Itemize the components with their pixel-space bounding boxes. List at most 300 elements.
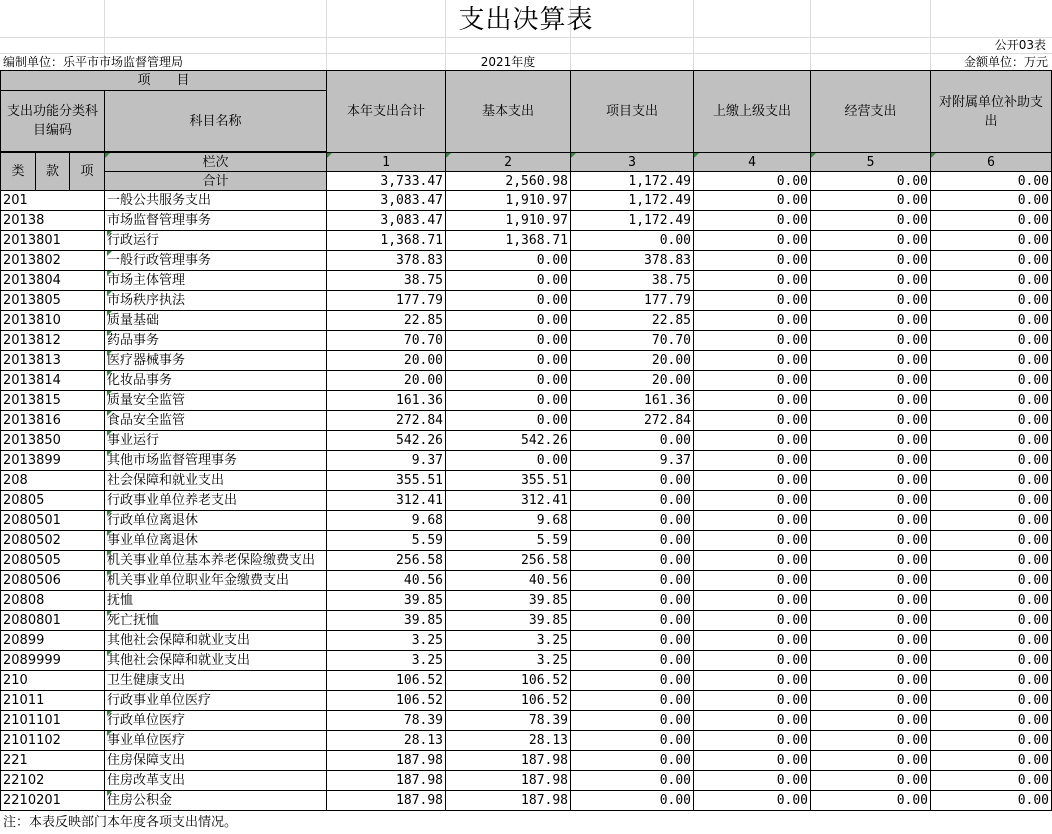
row-subject-name: 社会保障和就业支出 <box>105 471 327 491</box>
col-index-6: 6 <box>931 153 1052 172</box>
row-subject-name: 机关事业单位职业年金缴费支出 <box>105 571 327 591</box>
row-value: 40.56 <box>446 571 571 591</box>
row-value: 0.00 <box>446 311 571 331</box>
row-value: 78.39 <box>327 711 446 731</box>
row-value: 0.00 <box>446 331 571 351</box>
row-value: 0.00 <box>931 671 1052 691</box>
header-project-exp: 项目支出 <box>571 71 694 153</box>
row-value: 0.00 <box>811 431 931 451</box>
total-cell: 0.00 <box>931 172 1052 191</box>
row-value: 312.41 <box>446 491 571 511</box>
cell-marker <box>107 531 112 536</box>
row-value: 0.00 <box>446 351 571 371</box>
row-value: 177.79 <box>327 291 446 311</box>
row-value: 0.00 <box>931 351 1052 371</box>
row-subject-name: 市场秩序执法 <box>105 291 327 311</box>
row-value: 5.59 <box>327 531 446 551</box>
row-value: 0.00 <box>931 491 1052 511</box>
row-value: 0.00 <box>571 711 694 731</box>
row-value: 0.00 <box>694 511 811 531</box>
row-code: 208 <box>1 471 105 491</box>
row-value: 0.00 <box>446 271 571 291</box>
row-value: 20.00 <box>571 371 694 391</box>
row-code: 2013805 <box>1 291 105 311</box>
row-code: 201 <box>1 191 105 211</box>
row-value: 0.00 <box>931 271 1052 291</box>
row-value: 0.00 <box>931 471 1052 491</box>
expenditure-table <box>0 70 1052 811</box>
total-label: 合计 <box>105 172 327 191</box>
row-value: 0.00 <box>571 231 694 251</box>
row-subject-name: 住房公积金 <box>105 791 327 811</box>
cell-marker <box>107 411 112 416</box>
row-value: 0.00 <box>446 391 571 411</box>
row-value: 0.00 <box>694 591 811 611</box>
row-subject-name: 其他社会保障和就业支出 <box>105 631 327 651</box>
row-value: 9.37 <box>571 451 694 471</box>
row-subject-name: 行政事业单位养老支出 <box>105 491 327 511</box>
row-code: 20805 <box>1 491 105 511</box>
row-subject-name: 机关事业单位基本养老保险缴费支出 <box>105 551 327 571</box>
row-value: 0.00 <box>931 431 1052 451</box>
cell-marker <box>107 371 112 376</box>
table-row <box>1 631 1052 651</box>
header-total: 本年支出合计 <box>327 71 446 153</box>
table-row <box>1 231 1052 251</box>
row-value: 39.85 <box>327 591 446 611</box>
row-value: 187.98 <box>446 791 571 811</box>
row-value: 378.83 <box>327 251 446 271</box>
row-value: 0.00 <box>931 291 1052 311</box>
row-value: 0.00 <box>931 791 1052 811</box>
row-subject-name: 食品安全监管 <box>105 411 327 431</box>
row-value: 78.39 <box>446 711 571 731</box>
row-value: 0.00 <box>694 771 811 791</box>
table-row <box>1 211 1052 231</box>
row-value: 0.00 <box>931 691 1052 711</box>
total-cell: 1,172.49 <box>571 172 694 191</box>
row-value: 0.00 <box>571 551 694 571</box>
row-value: 378.83 <box>571 251 694 271</box>
row-value: 0.00 <box>811 251 931 271</box>
cell-marker <box>694 153 699 158</box>
footer-note: 注：本表反映部门本年度各项支出情况。 <box>3 815 238 830</box>
row-value: 0.00 <box>811 651 931 671</box>
row-value: 0.00 <box>811 491 931 511</box>
table-row <box>1 271 1052 291</box>
row-value: 106.52 <box>446 671 571 691</box>
row-subject-name: 事业单位离退休 <box>105 531 327 551</box>
row-subject-name: 一般行政管理事务 <box>105 251 327 271</box>
col-index-3: 3 <box>571 153 694 172</box>
table-row <box>1 791 1052 811</box>
cell-marker <box>107 231 112 236</box>
row-value: 28.13 <box>327 731 446 751</box>
row-value: 0.00 <box>811 391 931 411</box>
cell-marker <box>107 271 112 276</box>
row-subject-name: 死亡抚恤 <box>105 611 327 631</box>
row-value: 0.00 <box>931 231 1052 251</box>
row-value: 0.00 <box>931 511 1052 531</box>
row-value: 187.98 <box>446 771 571 791</box>
cell-marker <box>107 251 112 256</box>
cell-marker <box>107 291 112 296</box>
row-code: 2013899 <box>1 451 105 471</box>
row-value: 0.00 <box>694 371 811 391</box>
row-value: 0.00 <box>571 611 694 631</box>
row-value: 0.00 <box>931 531 1052 551</box>
col-index-4: 4 <box>694 153 811 172</box>
row-value: 0.00 <box>694 571 811 591</box>
row-value: 0.00 <box>811 771 931 791</box>
header-subject-name: 科目名称 <box>105 91 327 152</box>
header-upper: 上缴上级支出 <box>694 71 811 153</box>
row-value: 177.79 <box>571 291 694 311</box>
row-value: 0.00 <box>811 451 931 471</box>
row-value: 0.00 <box>811 311 931 331</box>
row-value: 0.00 <box>446 371 571 391</box>
table-row <box>1 671 1052 691</box>
row-value: 0.00 <box>694 351 811 371</box>
row-value: 1,368.71 <box>446 231 571 251</box>
row-code: 2013804 <box>1 271 105 291</box>
row-subject-name: 事业运行 <box>105 431 327 451</box>
row-value: 0.00 <box>931 751 1052 771</box>
row-code: 21011 <box>1 691 105 711</box>
row-value: 0.00 <box>694 431 811 451</box>
grid-line <box>0 53 1052 54</box>
cell-marker <box>571 153 576 158</box>
row-value: 355.51 <box>446 471 571 491</box>
header-func-code: 支出功能分类科目编码 <box>1 91 105 152</box>
row-code: 2080501 <box>1 511 105 531</box>
table-row <box>1 731 1052 751</box>
row-subject-name: 卫生健康支出 <box>105 671 327 691</box>
row-value: 5.59 <box>446 531 571 551</box>
row-subject-name: 行政单位医疗 <box>105 711 327 731</box>
row-value: 20.00 <box>327 371 446 391</box>
row-value: 3.25 <box>446 631 571 651</box>
cell-marker <box>446 153 451 158</box>
row-value: 0.00 <box>811 351 931 371</box>
row-value: 0.00 <box>694 711 811 731</box>
row-code: 2101101 <box>1 711 105 731</box>
row-value: 0.00 <box>811 591 931 611</box>
row-value: 0.00 <box>931 591 1052 611</box>
row-value: 0.00 <box>931 251 1052 271</box>
row-value: 0.00 <box>694 211 811 231</box>
row-value: 0.00 <box>811 371 931 391</box>
table-row <box>1 491 1052 511</box>
col-index-1: 1 <box>327 153 446 172</box>
row-value: 0.00 <box>811 331 931 351</box>
row-value: 0.00 <box>811 211 931 231</box>
header-subsidy: 对附属单位补助支出 <box>931 71 1052 153</box>
table-row <box>1 251 1052 271</box>
row-value: 3,083.47 <box>327 191 446 211</box>
cell-marker <box>107 731 112 736</box>
row-value: 0.00 <box>571 671 694 691</box>
row-value: 1,172.49 <box>571 191 694 211</box>
row-code: 2013814 <box>1 371 105 391</box>
row-value: 0.00 <box>446 451 571 471</box>
row-code: 2101102 <box>1 731 105 751</box>
header-xiang: 项 <box>70 153 105 191</box>
row-value: 0.00 <box>571 731 694 751</box>
row-value: 0.00 <box>694 411 811 431</box>
row-value: 3.25 <box>446 651 571 671</box>
row-value: 0.00 <box>811 291 931 311</box>
table-row <box>1 511 1052 531</box>
row-code: 2080505 <box>1 551 105 571</box>
table-row <box>1 771 1052 791</box>
row-value: 161.36 <box>327 391 446 411</box>
total-cell: 0.00 <box>811 172 931 191</box>
row-value: 0.00 <box>694 691 811 711</box>
row-value: 0.00 <box>694 311 811 331</box>
row-code: 2210201 <box>1 791 105 811</box>
header-basic: 基本支出 <box>446 71 571 153</box>
row-value: 0.00 <box>571 791 694 811</box>
row-value: 0.00 <box>811 671 931 691</box>
cell-marker <box>107 511 112 516</box>
row-value: 0.00 <box>931 551 1052 571</box>
row-value: 3,083.47 <box>327 211 446 231</box>
row-value: 0.00 <box>931 311 1052 331</box>
row-value: 0.00 <box>931 651 1052 671</box>
row-code: 2013802 <box>1 251 105 271</box>
fiscal-year: 2021年度 <box>480 55 536 69</box>
row-value: 0.00 <box>811 751 931 771</box>
row-code: 2013801 <box>1 231 105 251</box>
table-row <box>1 751 1052 771</box>
row-value: 0.00 <box>811 191 931 211</box>
row-subject-name: 质量基础 <box>105 311 327 331</box>
row-value: 0.00 <box>811 571 931 591</box>
col-index-5: 5 <box>811 153 931 172</box>
row-value: 9.68 <box>446 511 571 531</box>
row-value: 0.00 <box>811 531 931 551</box>
row-value: 187.98 <box>327 791 446 811</box>
row-value: 0.00 <box>811 231 931 251</box>
row-value: 9.68 <box>327 511 446 531</box>
row-value: 0.00 <box>931 371 1052 391</box>
row-value: 0.00 <box>446 291 571 311</box>
row-code: 2080801 <box>1 611 105 631</box>
row-value: 106.52 <box>327 691 446 711</box>
row-value: 0.00 <box>931 711 1052 731</box>
row-value: 0.00 <box>571 651 694 671</box>
row-subject-name: 其他社会保障和就业支出 <box>105 651 327 671</box>
row-value: 0.00 <box>694 791 811 811</box>
row-value: 0.00 <box>811 631 931 651</box>
row-value: 0.00 <box>694 291 811 311</box>
row-value: 0.00 <box>931 411 1052 431</box>
table-row <box>1 351 1052 371</box>
row-value: 9.37 <box>327 451 446 471</box>
org-label: 编制单位：乐平市市场监督管理局 <box>3 55 184 69</box>
row-value: 0.00 <box>571 511 694 531</box>
cell-marker <box>107 651 112 656</box>
row-code: 2013816 <box>1 411 105 431</box>
table-row <box>1 431 1052 451</box>
row-value: 0.00 <box>694 611 811 631</box>
row-value: 38.75 <box>327 271 446 291</box>
row-value: 187.98 <box>446 751 571 771</box>
table-row <box>1 551 1052 571</box>
row-value: 355.51 <box>327 471 446 491</box>
cell-marker <box>105 153 110 158</box>
row-value: 0.00 <box>931 331 1052 351</box>
table-row <box>1 471 1052 491</box>
unit-label: 金额单位：万元 <box>963 55 1048 69</box>
row-value: 1,172.49 <box>571 211 694 231</box>
row-value: 272.84 <box>571 411 694 431</box>
row-subject-name: 质量安全监管 <box>105 391 327 411</box>
row-code: 2013812 <box>1 331 105 351</box>
cell-marker <box>107 451 112 456</box>
row-value: 0.00 <box>931 611 1052 631</box>
row-value: 0.00 <box>571 491 694 511</box>
row-value: 542.26 <box>446 431 571 451</box>
row-subject-name: 行政单位离退休 <box>105 511 327 531</box>
cell-marker <box>107 351 112 356</box>
row-value: 0.00 <box>694 391 811 411</box>
row-value: 0.00 <box>571 571 694 591</box>
row-value: 0.00 <box>571 471 694 491</box>
row-value: 0.00 <box>811 691 931 711</box>
row-value: 0.00 <box>811 711 931 731</box>
row-code: 2013813 <box>1 351 105 371</box>
row-code: 20899 <box>1 631 105 651</box>
row-code: 2080506 <box>1 571 105 591</box>
row-value: 38.75 <box>571 271 694 291</box>
row-value: 0.00 <box>571 691 694 711</box>
row-value: 0.00 <box>694 651 811 671</box>
row-subject-name: 事业单位医疗 <box>105 731 327 751</box>
table-row <box>1 531 1052 551</box>
row-value: 0.00 <box>811 271 931 291</box>
row-value: 0.00 <box>571 771 694 791</box>
row-code: 221 <box>1 751 105 771</box>
row-value: 20.00 <box>327 351 446 371</box>
row-subject-name: 药品事务 <box>105 331 327 351</box>
table-row <box>1 611 1052 631</box>
table-row <box>1 311 1052 331</box>
row-value: 187.98 <box>327 751 446 771</box>
cell-marker <box>107 331 112 336</box>
row-value: 0.00 <box>694 671 811 691</box>
row-value: 39.85 <box>327 611 446 631</box>
row-value: 542.26 <box>327 431 446 451</box>
row-value: 0.00 <box>694 331 811 351</box>
row-value: 0.00 <box>811 551 931 571</box>
row-code: 20808 <box>1 591 105 611</box>
table-row <box>1 711 1052 731</box>
row-code: 210 <box>1 671 105 691</box>
row-value: 106.52 <box>327 671 446 691</box>
row-value: 70.70 <box>327 331 446 351</box>
row-value: 0.00 <box>571 631 694 651</box>
table-row <box>1 371 1052 391</box>
row-value: 0.00 <box>571 431 694 451</box>
row-code: 2013810 <box>1 311 105 331</box>
row-subject-name: 住房保障支出 <box>105 751 327 771</box>
table-row <box>1 691 1052 711</box>
row-subject-name: 化妆品事务 <box>105 371 327 391</box>
row-value: 0.00 <box>931 451 1052 471</box>
row-value: 0.00 <box>811 471 931 491</box>
row-value: 0.00 <box>694 551 811 571</box>
row-value: 187.98 <box>327 771 446 791</box>
row-value: 0.00 <box>811 731 931 751</box>
row-value: 0.00 <box>694 531 811 551</box>
row-value: 0.00 <box>811 791 931 811</box>
cell-marker <box>107 431 112 436</box>
row-subject-name: 行政运行 <box>105 231 327 251</box>
row-value: 0.00 <box>931 391 1052 411</box>
cell-marker <box>107 611 112 616</box>
header-project: 项 目 <box>1 71 327 91</box>
row-value: 0.00 <box>694 731 811 751</box>
row-code: 20138 <box>1 211 105 231</box>
row-value: 0.00 <box>694 251 811 271</box>
row-value: 1,910.97 <box>446 191 571 211</box>
row-value: 0.00 <box>931 571 1052 591</box>
row-subject-name: 医疗器械事务 <box>105 351 327 371</box>
cell-marker <box>327 153 332 158</box>
row-value: 0.00 <box>446 411 571 431</box>
row-value: 0.00 <box>694 231 811 251</box>
row-value: 0.00 <box>694 491 811 511</box>
row-value: 0.00 <box>811 511 931 531</box>
cell-marker <box>811 153 816 158</box>
table-row <box>1 411 1052 431</box>
row-code: 2013850 <box>1 431 105 451</box>
row-value: 312.41 <box>327 491 446 511</box>
total-cell: 3,733.47 <box>327 172 446 191</box>
row-value: 0.00 <box>931 191 1052 211</box>
row-value: 0.00 <box>931 771 1052 791</box>
row-code: 2080502 <box>1 531 105 551</box>
row-value: 0.00 <box>694 191 811 211</box>
header-lei: 类 <box>1 153 36 191</box>
page-title: 支出决算表 <box>458 5 594 35</box>
row-value: 256.58 <box>327 551 446 571</box>
cell-marker <box>107 571 112 576</box>
header-business: 经营支出 <box>811 71 931 153</box>
col-index-2: 2 <box>446 153 571 172</box>
header-kuan: 款 <box>36 153 70 191</box>
row-subject-name: 其他市场监督管理事务 <box>105 451 327 471</box>
table-row <box>1 191 1052 211</box>
row-value: 1,368.71 <box>327 231 446 251</box>
row-subject-name: 住房改革支出 <box>105 771 327 791</box>
row-value: 22.85 <box>571 311 694 331</box>
row-value: 0.00 <box>931 631 1052 651</box>
row-value: 106.52 <box>446 691 571 711</box>
row-subject-name: 行政事业单位医疗 <box>105 691 327 711</box>
table-row <box>1 591 1052 611</box>
row-value: 256.58 <box>446 551 571 571</box>
cell-marker <box>107 311 112 316</box>
row-value: 0.00 <box>694 271 811 291</box>
row-value: 39.85 <box>446 611 571 631</box>
row-subject-name: 一般公共服务支出 <box>105 191 327 211</box>
row-subject-name: 市场监督管理事务 <box>105 211 327 231</box>
row-code: 2089999 <box>1 651 105 671</box>
cell-marker <box>931 153 936 158</box>
